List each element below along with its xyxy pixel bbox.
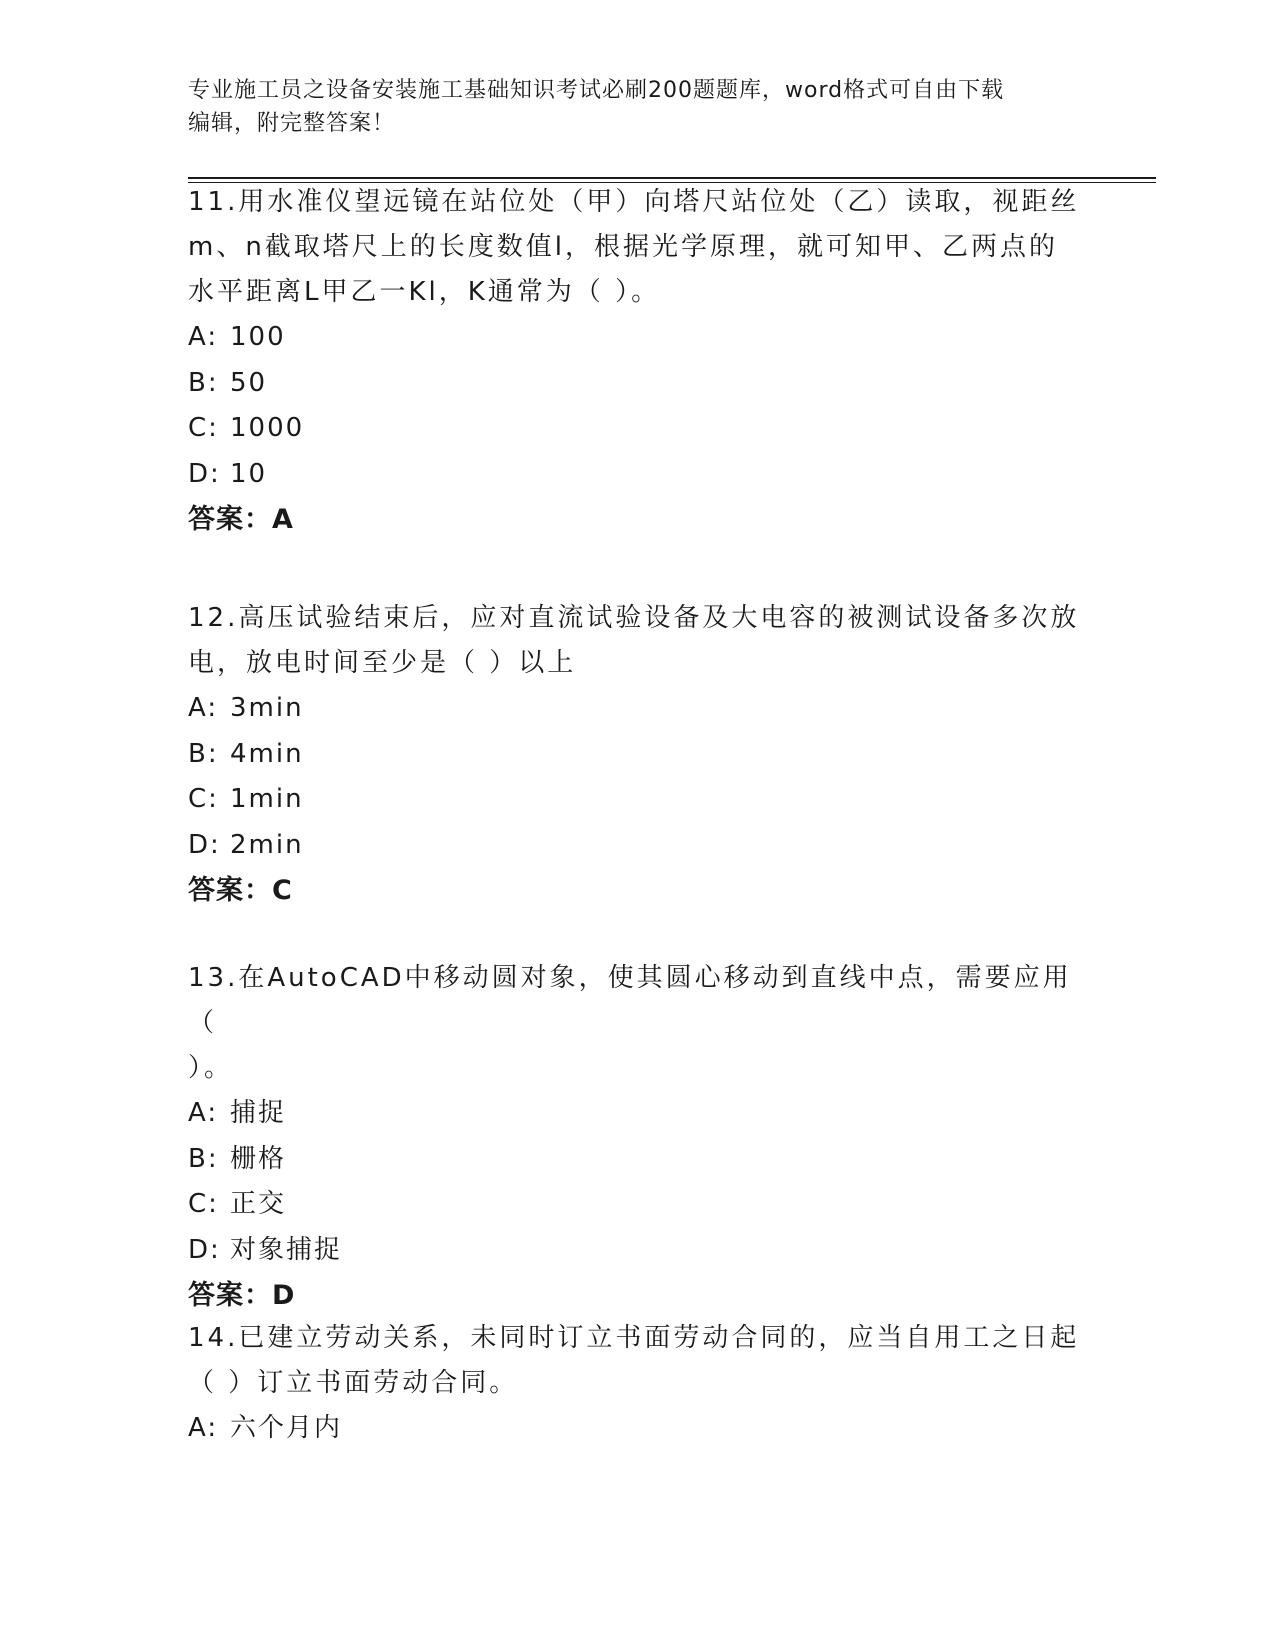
question-stem-line: 13.在AutoCAD中移动圆对象，使其圆心移动到直线中点，需要应用（	[188, 963, 1072, 1038]
option-d	[188, 452, 1088, 498]
question-stem-line: m、n截取塔尺上的长度数值l，根据光学原理，就可知甲、乙两点的	[188, 232, 1059, 262]
answer-line: 答案：D	[188, 1280, 296, 1311]
answer-line: 答案：A	[188, 504, 294, 535]
option-letter: B:	[188, 367, 219, 398]
option-letter: C:	[188, 784, 219, 814]
option-text: 10	[230, 458, 268, 489]
option-text: 3min	[230, 693, 304, 723]
option-letter: C:	[188, 413, 219, 443]
header-line-2: 编辑，附完整答案！	[188, 111, 396, 136]
question-stem-line: 电，放电时间至少是（ ）以上	[188, 648, 577, 678]
option-text: 50	[230, 367, 268, 398]
question-11	[188, 180, 1088, 542]
option-letter: A:	[188, 1413, 219, 1443]
option-text: 六个月内	[230, 1413, 343, 1443]
answer-line: 答案：C	[188, 875, 293, 906]
option-text: 对象捕捉	[230, 1234, 343, 1265]
option-d	[188, 823, 1088, 869]
option-d	[188, 1228, 1088, 1274]
question-12	[188, 596, 1088, 913]
option-letter: A:	[188, 1098, 219, 1128]
header-divider-thick	[188, 177, 1156, 179]
option-text: 1000	[230, 413, 305, 443]
question-13	[188, 956, 1088, 1318]
option-text: 4min	[230, 738, 304, 769]
option-a	[188, 1406, 1088, 1452]
header-line-1: 专业施工员之设备安装施工基础知识考试必刷200题题库，word格式可自由下载	[188, 78, 1005, 103]
option-letter: D:	[188, 829, 221, 860]
option-a	[188, 315, 1088, 361]
option-letter: B:	[188, 738, 219, 769]
option-c	[188, 777, 1088, 823]
option-b	[188, 361, 1088, 407]
question-stem-line: 12.高压试验结束后，应对直流试验设备及大电容的被测试设备多次放	[188, 603, 1080, 633]
option-text: 正交	[230, 1189, 287, 1219]
option-text: 栅格	[230, 1143, 287, 1174]
question-stem-line: （ ）订立书面劳动合同。	[188, 1368, 519, 1398]
question-stem-line: ）。	[188, 1053, 234, 1083]
option-letter: D:	[188, 458, 221, 489]
option-text: 捕捉	[230, 1098, 287, 1128]
question-stem-line: 11.用水准仪望远镜在站位处（甲）向塔尺站位处（乙）读取，视距丝	[188, 187, 1080, 217]
option-text: 2min	[230, 829, 304, 860]
question-stem-line: 水平距离L甲乙一Kl，K通常为（ ）。	[188, 277, 661, 307]
option-letter: D:	[188, 1234, 221, 1265]
option-a	[188, 686, 1088, 732]
question-14	[188, 1316, 1088, 1452]
option-letter: C:	[188, 1189, 219, 1219]
option-text: 1min	[230, 784, 304, 814]
option-c	[188, 1182, 1088, 1228]
option-b	[188, 732, 1088, 778]
question-stem-line: 14.已建立劳动关系，未同时订立书面劳动合同的，应当自用工之日起	[188, 1323, 1080, 1353]
document-header	[188, 74, 1088, 140]
option-b	[188, 1137, 1088, 1183]
option-letter: A:	[188, 322, 219, 352]
option-a	[188, 1091, 1088, 1137]
option-c	[188, 406, 1088, 452]
option-letter: A:	[188, 693, 219, 723]
option-letter: B:	[188, 1143, 219, 1174]
option-text: 100	[230, 322, 286, 352]
